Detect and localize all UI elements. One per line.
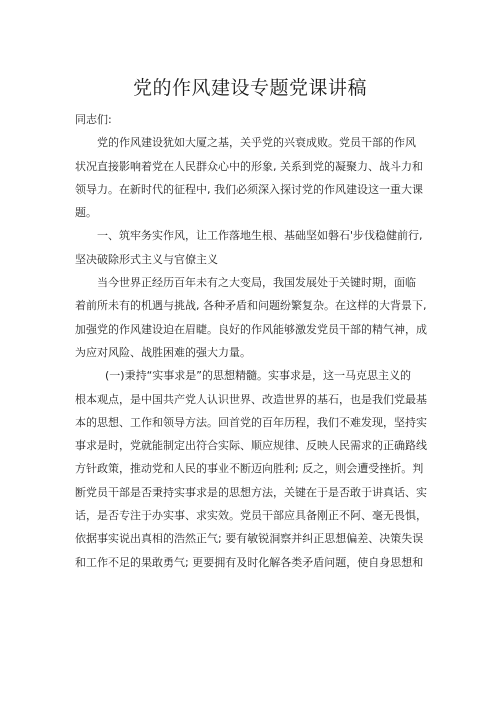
text-line: 根本观点，是中国共产党人认识世界、改造世界的基石，也是我们党最基 [75,392,427,406]
text-line: 方针政策，推动党和人民的事业不断迈向胜利; 反之，则会遭受挫折。判 [75,462,424,476]
greeting-line: 同志们: [75,113,112,126]
text-line: 一、筑牢务实作风，让工作落地生根、基础坚如磐石'步伐稳健前行, [97,229,423,243]
text-line: 断党员干部是否秉持实事求是的思想方法，关键在于是否敢于讲真话、实 [75,485,427,499]
section-heading-1 [75,224,427,271]
text-line: 党的作风建设犹如大厦之基，关乎党的兴衰成败。党员干部的作风 [97,136,416,150]
greeting [75,108,427,131]
text-line: 为应对风险、战胜困难的强大力量。 [75,345,251,359]
paragraph-context [75,271,427,364]
text-line: 加强党的作风建设迫在眉睫。良好的作风能够激发党员干部的精气神，成 [75,322,427,336]
text-line: 事求是时，党就能制定出符合实际、顺应规律、反映人民需求的正确路线 [75,439,427,453]
document-body [75,108,427,574]
text-line: (一)秉持“实事求是”的思想精髓。实事求是，这一马克思主义的 [105,369,411,383]
subsection-1 [75,364,427,574]
text-line: 题。 [75,206,97,220]
paragraph-intro [75,131,427,224]
text-line: 当今世界正经历百年未有之大变局，我国发展处于关键时期，面临 [97,276,416,290]
text-line: 着前所未有的机遇与挑战, 各种矛盾和问题纷繁复杂。在这样的大背景下, [75,299,427,313]
document-title: 党的作风建设专题党课讲稿 [132,77,367,99]
text-line: 本的思想、工作和领导方法。回首党的百年历程，我们不难发现，坚持实 [75,415,427,429]
text-line: 坚决破除形式主义与官僚主义 [75,252,218,266]
text-line: 状况直接影响着党在人民群众心中的形象, 关系到党的凝聚力、战斗力和 [75,159,423,173]
text-line: 领导力。在新时代的征程中, 我们必须深入探讨党的作风建设这一重大课 [75,182,423,196]
text-line: 依据事实说出真相的浩然正气; 要有敏锐洞察并纠正思想偏差、决策失误 [75,532,424,546]
text-line: 话，是否专注于办实事、求实效。党员干部应具备刚正不阿、毫无畏惧， [75,509,427,523]
text-line: 和工作不足的果敢勇气; 更要拥有及时化解各类矛盾问题，使自身思想和 [75,555,424,569]
